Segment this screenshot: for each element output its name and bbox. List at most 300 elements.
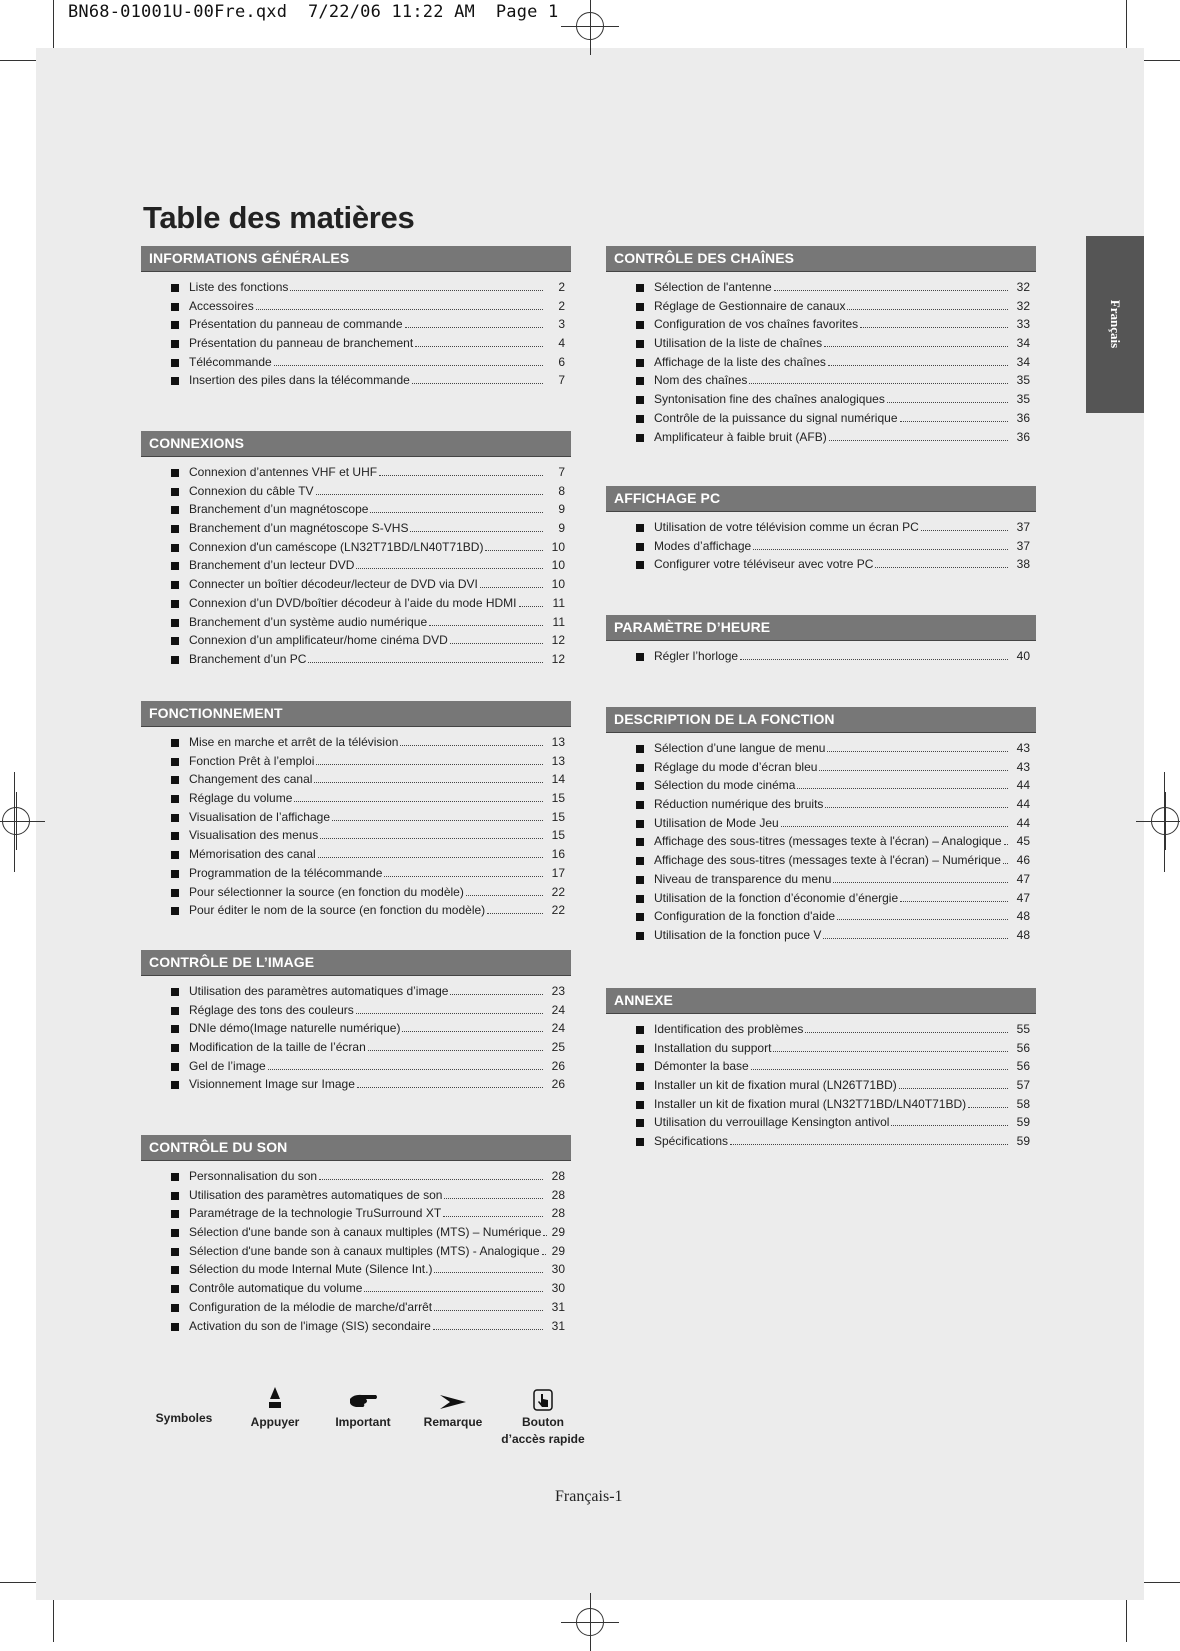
toc-entry-label: Contrôle automatique du volume	[189, 1281, 363, 1296]
toc-entry-label: Configuration de vos chaînes favorites	[654, 317, 859, 332]
square-bullet-icon	[171, 656, 179, 664]
toc-entry-page: 28	[551, 1169, 565, 1183]
toc-entry-page: 17	[551, 865, 565, 880]
toc-entry-label: Syntonisation fine des chaînes analogiques	[654, 392, 885, 407]
square-bullet-icon	[636, 434, 644, 442]
toc-list	[141, 465, 571, 671]
symbols-label	[148, 1411, 220, 1425]
toc-entry	[606, 816, 1036, 835]
legend-quick-access	[495, 1385, 591, 1446]
toc-entry-page: 56	[1016, 1059, 1030, 1074]
file-slug: BN68-01001U-00Fre.qxd 7/22/06 11:22 AM Page 1	[68, 2, 559, 22]
square-bullet-icon	[171, 776, 179, 784]
dot-leader	[316, 764, 543, 765]
registration-mark	[576, 1608, 604, 1636]
dot-leader	[823, 938, 1008, 939]
toc-entry-page: 16	[551, 847, 565, 862]
toc-entry	[606, 853, 1036, 872]
toc-entry-label: Connexion du câble TV	[189, 483, 314, 498]
toc-entry-page: 12	[551, 633, 565, 648]
toc-entry-label: Présentation du panneau de branchement	[189, 336, 414, 351]
toc-entry	[606, 1059, 1036, 1078]
toc-entry	[141, 1040, 571, 1059]
dot-leader	[415, 346, 543, 347]
section-heading: CONTRÔLE DU SON	[141, 1135, 571, 1161]
toc-entry-page: 26	[551, 1077, 565, 1092]
dot-leader	[827, 751, 1008, 752]
toc-entry-label: Installation du support	[654, 1040, 772, 1055]
square-bullet-icon	[171, 870, 179, 878]
toc-entry-page: 24	[551, 1002, 565, 1017]
dot-leader	[875, 567, 1008, 568]
dot-leader	[825, 807, 1008, 808]
toc-entry	[141, 280, 571, 299]
toc-entry	[141, 1188, 571, 1207]
toc-entry-label: Programmation de la télécommande	[189, 865, 383, 880]
toc-entry-page: 47	[1016, 871, 1030, 886]
toc-entry	[141, 1319, 571, 1338]
legend-label: Appuyer	[250, 1415, 300, 1429]
toc-entry	[606, 834, 1036, 853]
dot-leader	[900, 421, 1009, 422]
toc-section	[606, 486, 1036, 576]
page-title: Table des matières	[143, 200, 415, 235]
square-bullet-icon	[171, 889, 179, 897]
toc-entry	[141, 754, 571, 773]
dot-leader	[314, 782, 543, 783]
toc-entry	[141, 903, 571, 922]
pointing-hand-icon	[325, 1385, 401, 1411]
language-tab	[1086, 236, 1144, 413]
toc-entry	[606, 797, 1036, 816]
toc-entry-label: Sélection du mode Internal Mute (Silence Int.)	[189, 1262, 433, 1277]
dot-leader	[412, 383, 543, 384]
toc-entry-label: Mise en marche et arrêt de la télévision	[189, 735, 399, 749]
square-bullet-icon	[636, 303, 644, 311]
toc-entry	[606, 520, 1036, 539]
dot-leader	[968, 1107, 1008, 1108]
toc-list	[606, 280, 1036, 448]
toc-entry-page: 10	[551, 577, 565, 592]
toc-entry-label: Sélection d'une bande son à canaux multiples (MTS) – Numérique	[189, 1225, 542, 1240]
section-heading: PARAMÈTRE D’HEURE	[606, 615, 1036, 641]
crop-mark	[1140, 60, 1180, 61]
toc-entry	[141, 558, 571, 577]
toc-entry	[141, 984, 571, 1003]
dot-leader	[751, 1069, 1008, 1070]
toc-entry-page: 28	[551, 1206, 565, 1221]
toc-entry-label: Liste des fonctions	[189, 280, 289, 294]
toc-entry-page: 26	[551, 1058, 565, 1073]
toc-entry-label: Branchement d’un PC	[189, 651, 307, 666]
toc-entry-page: 4	[558, 336, 565, 351]
toc-entry-label: Connexion d’un DVD/boîtier décodeur à l’aide du mode HDMI	[189, 595, 517, 610]
toc-entry-label: Réglage des tons des couleurs	[189, 1002, 354, 1017]
toc-entry	[606, 891, 1036, 910]
toc-list	[606, 1022, 1036, 1153]
toc-entry	[141, 299, 571, 318]
toc-entry-page: 59	[1016, 1115, 1030, 1130]
toc-entry-label: Réglage du mode d’écran bleu	[654, 759, 818, 774]
dot-leader	[434, 1310, 543, 1311]
dot-leader	[400, 745, 543, 746]
square-bullet-icon	[171, 1323, 179, 1331]
toc-entry-label: Sélection du mode cinéma	[654, 778, 796, 793]
toc-entry-page: 45	[1016, 834, 1030, 849]
toc-entry-label: Installer un kit de fixation mural (LN32T71BD/LN40T71BD)	[654, 1096, 967, 1111]
toc-entry-page: 25	[551, 1040, 565, 1055]
square-bullet-icon	[171, 359, 179, 367]
dot-leader	[824, 346, 1008, 347]
toc-entry	[606, 741, 1036, 760]
toc-entry	[141, 633, 571, 652]
toc-entry	[606, 1115, 1036, 1134]
toc-entry-label: Mémorisation des canal	[189, 847, 316, 862]
toc-entry	[141, 1003, 571, 1022]
dot-leader	[256, 309, 543, 310]
toc-entry-page: 47	[1016, 890, 1030, 905]
dot-leader	[466, 895, 543, 896]
toc-entry	[606, 928, 1036, 947]
toc-section	[606, 615, 1036, 668]
toc-entry-label: Pour sélectionner la source (en fonction du modèle)	[189, 884, 464, 899]
dot-leader	[368, 1050, 543, 1051]
symbols-label-text: Symboles	[155, 1411, 213, 1425]
toc-entry-page: 6	[558, 354, 565, 369]
square-bullet-icon	[636, 543, 644, 551]
press-icon	[240, 1385, 310, 1411]
dot-leader	[450, 994, 543, 995]
dot-leader	[797, 788, 1008, 789]
toc-entry	[606, 317, 1036, 336]
dot-leader	[828, 365, 1008, 366]
toc-entry-label: Affichage des sous-titres (messages texte à l'écran) – Analogique	[654, 834, 1002, 849]
toc-entry	[141, 885, 571, 904]
toc-entry	[606, 1041, 1036, 1060]
toc-entry	[606, 872, 1036, 891]
toc-entry-label: Nom des chaînes	[654, 373, 748, 388]
toc-entry-label: Affichage des sous-titres (messages texte à l'écran) – Numérique	[654, 853, 1001, 868]
toc-entry	[606, 355, 1036, 374]
square-bullet-icon	[171, 1248, 179, 1256]
toc-entry	[141, 847, 571, 866]
toc-entry-page: 34	[1016, 336, 1030, 351]
section-heading: INFORMATIONS GÉNÉRALES	[141, 246, 571, 272]
square-bullet-icon	[171, 469, 179, 477]
dot-leader	[887, 402, 1008, 403]
dot-leader	[480, 587, 543, 588]
toc-entry-label: Télécommande	[189, 354, 272, 369]
toc-entry	[141, 652, 571, 671]
dot-leader	[274, 365, 543, 366]
square-bullet-icon	[636, 895, 644, 903]
toc-entry-label: Utilisation de Mode Jeu	[654, 815, 779, 830]
dot-leader	[819, 770, 1008, 771]
toc-entry-label: Activation du son de l'image (SIS) secondaire	[189, 1318, 431, 1333]
toc-list	[141, 735, 571, 922]
toc-entry	[141, 1244, 571, 1263]
toc-section	[141, 1135, 571, 1337]
square-bullet-icon	[636, 1082, 644, 1090]
toc-entry	[141, 1021, 571, 1040]
dot-leader	[379, 475, 543, 476]
square-bullet-icon	[636, 782, 644, 790]
dot-leader	[444, 1198, 543, 1199]
dot-leader	[429, 625, 543, 626]
toc-entry-page: 44	[1016, 815, 1030, 830]
toc-entry-label: Insertion des piles dans la télécommande	[189, 373, 410, 388]
dot-leader	[356, 568, 543, 569]
toc-entry-page: 7	[558, 373, 565, 388]
toc-entry-page: 2	[558, 280, 565, 294]
legend-note	[413, 1385, 493, 1429]
toc-entry-label: Amplificateur à faible bruit (AFB)	[654, 429, 827, 444]
toc-list	[141, 1169, 571, 1337]
square-bullet-icon	[636, 1101, 644, 1109]
legend-label: Remarque	[423, 1415, 483, 1429]
dot-leader	[405, 327, 544, 328]
toc-entry	[141, 373, 571, 392]
toc-entry-page: 32	[1016, 280, 1030, 294]
toc-entry-page: 58	[1016, 1096, 1030, 1111]
square-bullet-icon	[171, 851, 179, 859]
crop-mark	[1126, 1596, 1127, 1642]
toc-entry	[141, 866, 571, 885]
dot-leader	[860, 327, 1008, 328]
dot-leader	[847, 309, 1008, 310]
toc-entry-label: Visualisation des menus	[189, 828, 319, 843]
toc-entry-label: Installer un kit de fixation mural (LN26T71BD)	[654, 1078, 897, 1093]
toc-entry	[141, 355, 571, 374]
square-bullet-icon	[636, 524, 644, 532]
toc-entry-page: 43	[1016, 759, 1030, 774]
legend-label: Important	[335, 1415, 391, 1429]
toc-entry-label: Utilisation de la fonction puce V	[654, 927, 822, 942]
toc-entry-page: 13	[551, 735, 565, 749]
legend-label-line2: d’accès rapide	[501, 1432, 585, 1446]
toc-entry-label: Personnalisation du son	[189, 1169, 318, 1183]
dot-leader	[781, 826, 1008, 827]
section-heading: CONNEXIONS	[141, 431, 571, 457]
toc-entry-page: 46	[1016, 853, 1030, 868]
square-bullet-icon	[171, 544, 179, 552]
dot-leader	[753, 549, 1008, 550]
square-bullet-icon	[171, 739, 179, 747]
toc-entry	[141, 772, 571, 791]
crop-mark	[53, 0, 54, 50]
square-bullet-icon	[171, 1229, 179, 1237]
toc-entry-label: Branchement d’un magnétoscope	[189, 502, 369, 517]
square-bullet-icon	[636, 1026, 644, 1034]
square-bullet-icon	[171, 506, 179, 514]
toc-entry	[141, 484, 571, 503]
square-bullet-icon	[171, 600, 179, 608]
toc-list	[606, 741, 1036, 947]
toc-list	[141, 984, 571, 1096]
toc-entry-page: 44	[1016, 797, 1030, 812]
toc-entry-label: Fonction Prêt à l’emploi	[189, 753, 315, 768]
dot-leader	[542, 1254, 546, 1255]
square-bullet-icon	[171, 1063, 179, 1071]
toc-entry-page: 36	[1016, 410, 1030, 425]
dot-leader	[384, 876, 543, 877]
toc-entry-label: Modification de la taille de l’écran	[189, 1040, 366, 1055]
toc-entry-label: Sélection de l'antenne	[654, 280, 772, 294]
toc-entry-label: Configuration de la mélodie de marche/d'arrêt	[189, 1299, 433, 1314]
crop-mark	[53, 1596, 54, 1642]
square-bullet-icon	[636, 1063, 644, 1071]
toc-entry-label: Utilisation de votre télévision comme un écran PC	[654, 520, 919, 534]
dot-leader	[773, 1051, 1008, 1052]
toc-entry	[606, 1078, 1036, 1097]
square-bullet-icon	[171, 284, 179, 292]
toc-section	[141, 246, 571, 392]
square-bullet-icon	[636, 359, 644, 367]
dot-leader	[543, 1235, 547, 1236]
toc-entry-page: 22	[551, 903, 565, 918]
dot-leader	[1004, 844, 1008, 845]
dot-leader	[433, 1329, 543, 1330]
legend-press	[240, 1385, 310, 1429]
dot-leader	[318, 857, 543, 858]
toc-entry-label: Réduction numérique des bruits	[654, 797, 824, 812]
square-bullet-icon	[636, 340, 644, 348]
dot-leader	[487, 913, 543, 914]
dot-leader	[774, 290, 1008, 291]
toc-entry-page: 12	[551, 651, 565, 666]
toc-entry-page: 30	[551, 1262, 565, 1277]
toc-entry	[141, 336, 571, 355]
toc-entry	[141, 317, 571, 336]
square-bullet-icon	[171, 1081, 179, 1089]
dot-leader	[805, 1032, 1008, 1033]
toc-entry	[141, 1077, 571, 1096]
toc-entry-page: 36	[1016, 429, 1030, 444]
toc-entry-page: 15	[551, 791, 565, 806]
toc-entry-label: Réglage de Gestionnaire de canaux	[654, 298, 846, 313]
toc-section	[606, 707, 1036, 947]
toc-entry-label: Configurer votre téléviseur avec votre PC	[654, 557, 874, 572]
square-bullet-icon	[171, 525, 179, 533]
dot-leader	[519, 606, 543, 607]
square-bullet-icon	[636, 1138, 644, 1146]
toc-entry-page: 14	[551, 772, 565, 787]
toc-entry-label: Sélection d’une langue de menu	[654, 741, 826, 755]
toc-entry-page: 32	[1016, 298, 1030, 313]
square-bullet-icon	[636, 653, 644, 661]
square-bullet-icon	[171, 814, 179, 822]
toc-entry-page: 9	[558, 502, 565, 517]
toc-entry	[606, 649, 1036, 668]
toc-entry-page: 57	[1016, 1078, 1030, 1093]
toc-entry-label: Spécifications	[654, 1134, 729, 1149]
toc-entry-page: 34	[1016, 354, 1030, 369]
square-bullet-icon	[171, 637, 179, 645]
toc-entry	[606, 760, 1036, 779]
square-bullet-icon	[171, 907, 179, 915]
toc-entry	[141, 465, 571, 484]
dot-leader	[357, 1087, 543, 1088]
toc-entry	[141, 1059, 571, 1078]
square-bullet-icon	[171, 1007, 179, 1015]
dot-leader	[899, 1088, 1008, 1089]
toc-entry-page: 55	[1016, 1022, 1030, 1036]
dot-leader	[1003, 863, 1008, 864]
square-bullet-icon	[636, 1045, 644, 1053]
toc-entry-page: 22	[551, 884, 565, 899]
toc-section	[606, 988, 1036, 1153]
square-bullet-icon	[171, 758, 179, 766]
toc-entry-page: 29	[551, 1243, 565, 1258]
dot-leader	[370, 512, 543, 513]
toc-entry	[606, 1134, 1036, 1153]
toc-entry-label: Utilisation du verrouillage Kensington antivol	[654, 1115, 890, 1130]
toc-entry-label: Accessoires	[189, 298, 254, 313]
toc-entry	[606, 539, 1036, 558]
square-bullet-icon	[171, 340, 179, 348]
toc-entry-label: Contrôle de la puissance du signal numérique	[654, 410, 898, 425]
toc-entry-label: Visualisation de l’affichage	[189, 809, 330, 824]
toc-entry-label: Identification des problèmes	[654, 1022, 804, 1036]
toc-entry-label: Configuration de la fonction d'aide	[654, 909, 836, 924]
toc-entry-label: Régler l’horloge	[654, 649, 739, 663]
square-bullet-icon	[636, 932, 644, 940]
toc-entry-page: 29	[551, 1225, 565, 1240]
toc-entry-page: 30	[551, 1281, 565, 1296]
toc-entry	[141, 577, 571, 596]
dot-leader	[332, 820, 543, 821]
toc-entry	[141, 735, 571, 754]
square-bullet-icon	[171, 1266, 179, 1274]
toc-list	[606, 649, 1036, 668]
square-bullet-icon	[171, 303, 179, 311]
square-bullet-icon	[636, 913, 644, 921]
toc-entry-page: 48	[1016, 927, 1030, 942]
toc-entry-page: 23	[551, 984, 565, 998]
section-heading: CONTRÔLE DE L’IMAGE	[141, 950, 571, 976]
toc-entry-label: Branchement d’un système audio numérique	[189, 614, 428, 629]
toc-entry-label: Connexion d’antennes VHF et UHF	[189, 465, 378, 479]
toc-entry	[606, 557, 1036, 576]
toc-entry-label: Utilisation des paramètres automatiques de son	[189, 1187, 443, 1202]
dot-leader	[921, 530, 1008, 531]
toc-entry-label: Pour éditer le nom de la source (en fonction du modèle)	[189, 903, 486, 918]
toc-entry-label: Affichage de la liste des chaînes	[654, 354, 826, 369]
toc-entry	[141, 1206, 571, 1225]
toc-entry	[606, 336, 1036, 355]
toc-entry-page: 31	[551, 1299, 565, 1314]
dot-leader	[740, 659, 1008, 660]
toc-entry-page: 37	[1016, 520, 1030, 534]
toc-entry	[606, 430, 1036, 449]
square-bullet-icon	[636, 745, 644, 753]
toc-list	[141, 280, 571, 392]
toc-entry-label: Sélection d'une bande son à canaux multiples (MTS) - Analogique	[189, 1243, 540, 1258]
toc-entry	[141, 1281, 571, 1300]
square-bullet-icon	[171, 377, 179, 385]
dot-leader	[320, 838, 543, 839]
square-bullet-icon	[171, 1044, 179, 1052]
toc-entry-page: 24	[551, 1021, 565, 1036]
dot-leader	[308, 662, 543, 663]
toc-entry-page: 9	[558, 521, 565, 536]
section-heading: ANNEXE	[606, 988, 1036, 1014]
dot-leader	[749, 383, 1008, 384]
toc-entry	[141, 596, 571, 615]
toc-entry-page: 33	[1016, 317, 1030, 332]
toc-entry-page: 15	[551, 828, 565, 843]
square-bullet-icon	[636, 820, 644, 828]
